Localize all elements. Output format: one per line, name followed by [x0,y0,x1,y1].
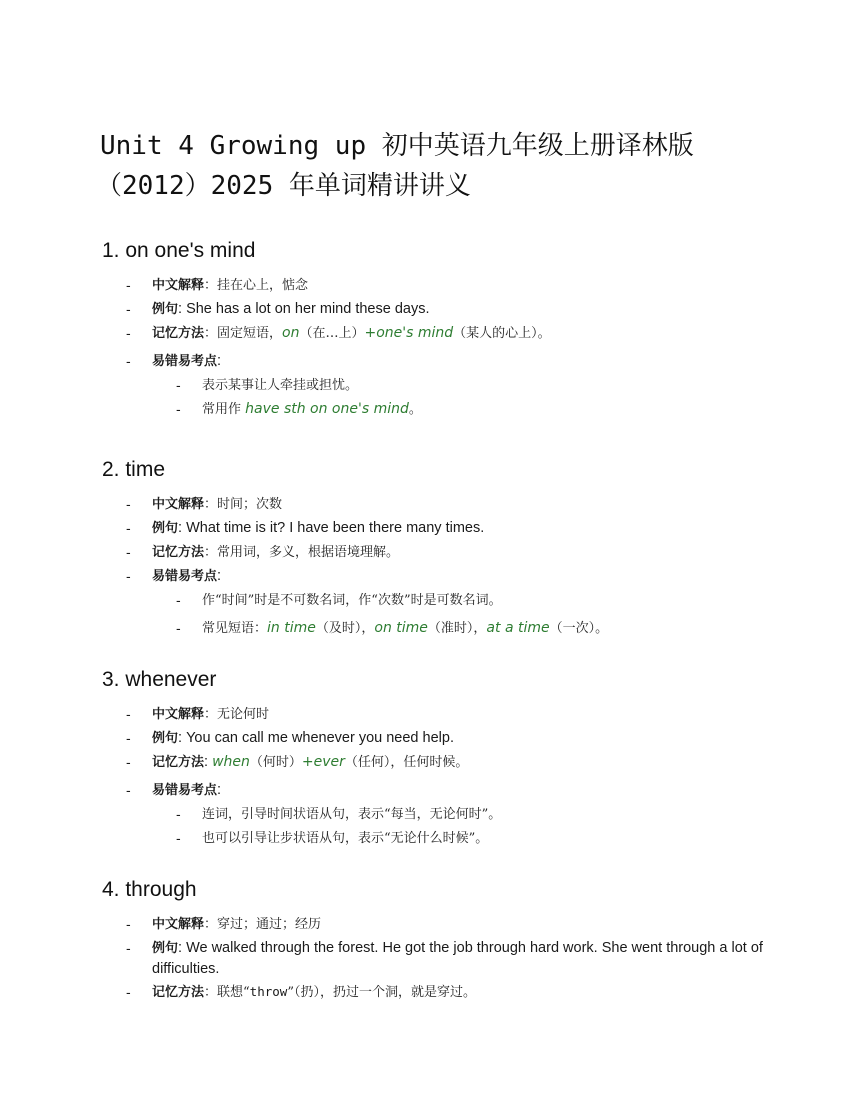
section-heading: 3. whenever [102,668,217,691]
tips-list [152,375,782,420]
memory-item: - 记忆方法: when（何时）+ever（任何），任何时候。 [126,754,469,770]
meaning-item: - 中文解释：穿过；通过；经历 [126,916,322,932]
tip-item: - 常用作 have sth on one's mind。 [176,401,422,417]
tip-item: - 也可以引导让步状语从句，表示“无论什么时候”。 [176,830,489,846]
tip-item: - 常见短语：in time（及时），on time（准时），at a time（一次）。 [176,620,609,636]
meaning-item: - 中文解释：无论何时 [126,706,270,722]
section-heading: 1. on one's mind [102,239,256,262]
tips-list [152,590,782,639]
tips-list [152,804,782,849]
entry-list [102,494,782,639]
section-whenever [102,667,782,852]
entry-list [102,275,782,420]
tips-item: - 易错易考点: - 表示某事让人牵挂或担忧。 - 常用作 have sth on one's mind。 [102,351,782,420]
section-heading: 2. time [102,458,166,481]
example-item: - 例句: She has a lot on her mind these days. [126,301,430,317]
memory-item: - 记忆方法：联想“throw”（扔），扔过一个洞，就是穿过。 [126,984,476,1000]
entry-list [102,704,782,849]
meaning-item: - 中文解释：挂在心上，惦念 [126,277,309,293]
example-item: - 例句: We walked through the forest. He got the job through hard work. She went through a lot of difficulties. [126,940,763,977]
section-on-ones-mind [102,238,782,423]
tip-item: - 作“时间”时是不可数名词，作“次数”时是可数名词。 [176,592,502,608]
memory-item: - 记忆方法：固定短语，on（在…上）+one's mind（某人的心上）。 [126,325,551,341]
section-heading: 4. through [102,878,197,901]
memory-item: - 记忆方法：常用词，多义，根据语境理解。 [126,544,400,560]
title-line-2: （2012）2025 年单词精讲讲义 [96,171,471,201]
tips-item: - 易错易考点: - 作“时间”时是不可数名词，作“次数”时是可数名词。 - 常见短语：in time（及时），on time（准时），at a time（一次）。 [102,566,782,639]
section-through [102,877,782,1006]
title-line-1: Unit 4 Growing up 初中英语九年级上册译林版 [100,131,694,161]
tips-item: - 易错易考点: - 连词，引导时间状语从句，表示“每当，无论何时”。 - 也可以引导让步状语从句，表示“无论什么时候”。 [102,780,782,849]
page-title [96,126,780,206]
meaning-item: - 中文解释：时间；次数 [126,496,283,512]
entry-list [102,914,782,1003]
section-time [102,457,782,642]
example-item: - 例句: What time is it? I have been there many times. [126,520,485,536]
tip-item: - 连词，引导时间状语从句，表示“每当，无论何时”。 [176,806,502,822]
tip-item: - 表示某事让人牵挂或担忧。 [176,377,359,393]
example-item: - 例句: You can call me whenever you need help. [126,730,454,746]
